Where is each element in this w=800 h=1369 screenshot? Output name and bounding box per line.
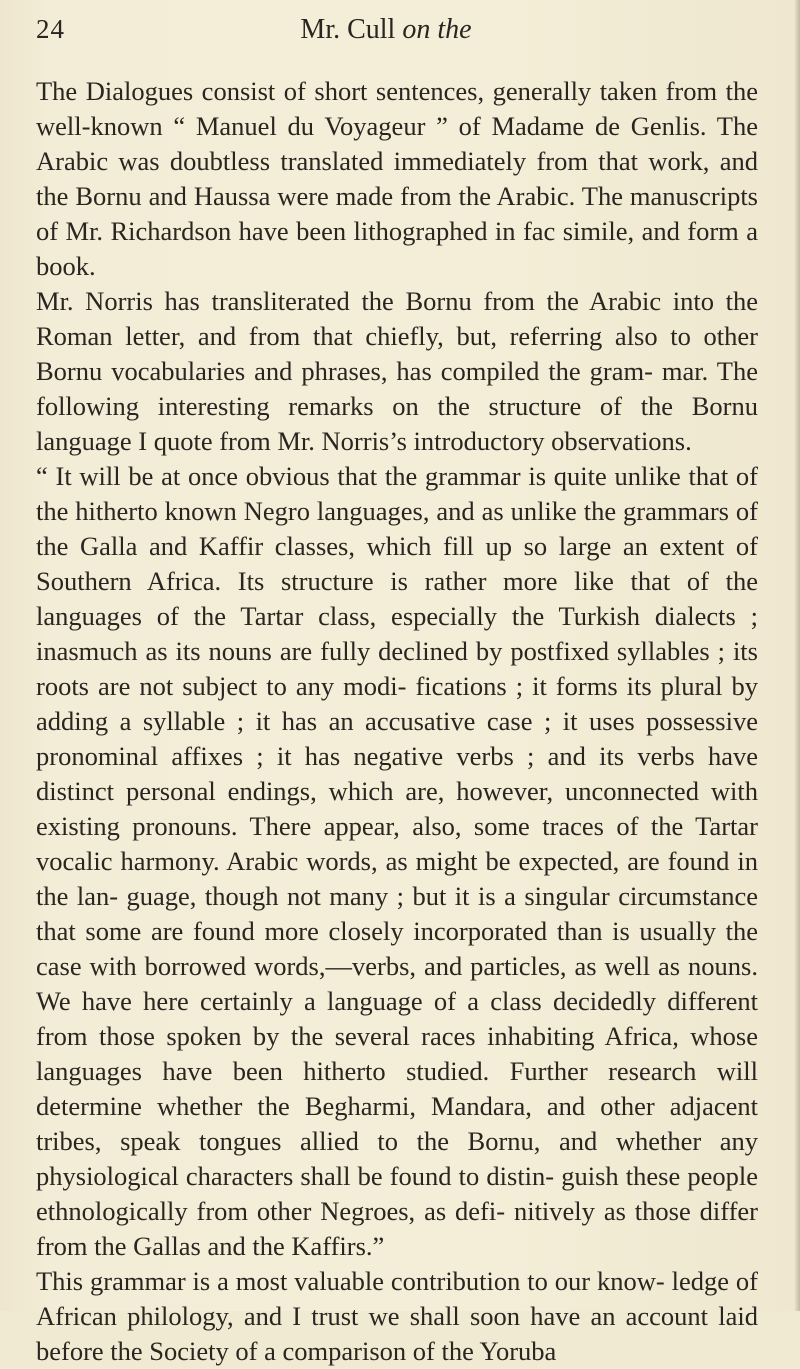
running-head-roman: Mr. Cull xyxy=(300,14,403,45)
running-head-italic: on the xyxy=(402,14,472,45)
paragraph-quotation: “ It will be at once obvious that the grammar is quite unlike that of the hitherto known Negro languages, and as unlike the grammars of the Galla and Kaffir classes, which fill up so large an extent of Southern Africa. Its structure is rather more like that of the languages of the Tartar class, especially the Turkish dialects ; inasmuch as its nouns are fully declined by postfixed syllables ; its roots are not subject to any modi- fications ; it forms its plural by adding a syllable ; it has an accusative case ; it uses possessive pronominal affixes ; it has negative verbs ; and its verbs have distinct personal endings, which are, however, unconnected with existing pronouns. There appear, also, some traces of the Tartar vocalic harmony. Arabic words, as might be expected, are found in the lan- guage, though not many ; but it is a singular circumstance that some are found more closely incorporated than is usually the case with borrowed words,—verbs, and particles, as well as nouns. We have here certainly a language of a class decidedly different from those spoken by the several races inhabiting Africa, whose languages have been hitherto studied. Further research will determine whether the Begharmi, Mandara, and other adjacent tribes, speak tongues allied to the Bornu, and whether any physiological characters shall be found to distin- guish these people ethnologically from other Negroes, as defi- nitively as those differ from the Gallas and the Kaffirs.” xyxy=(36,461,758,1261)
page-edge-shadow xyxy=(794,0,800,1311)
running-head xyxy=(36,14,736,46)
paragraph-dialogues: The Dialogues consist of short sentences, generally taken from the well-known “ Manuel du Voyageur ” of Madame de Genlis. The Arabic was doubtless translated immediately from that work, and the Bornu and Haussa were made from the Arabic. The manuscripts of Mr. Richardson have been lithographed in fac simile, and form a book. xyxy=(36,76,758,281)
body-text xyxy=(36,74,758,1369)
paragraph-grammar: This grammar is a most valuable contribution to our know- ledge of African philology, and I trust we shall soon have an account laid before the Society of a comparison of the Yoruba xyxy=(36,1266,758,1366)
page-header xyxy=(36,6,736,56)
page-number: 24 xyxy=(36,14,65,44)
paragraph-norris: Mr. Norris has transliterated the Bornu from the Arabic into the Roman letter, and from that chiefly, but, referring also to other Bornu vocabularies and phrases, has compiled the gram- mar. The following interesting remarks on the structure of the Bornu language I quote from Mr. Norris’s introductory observations. xyxy=(36,286,758,456)
